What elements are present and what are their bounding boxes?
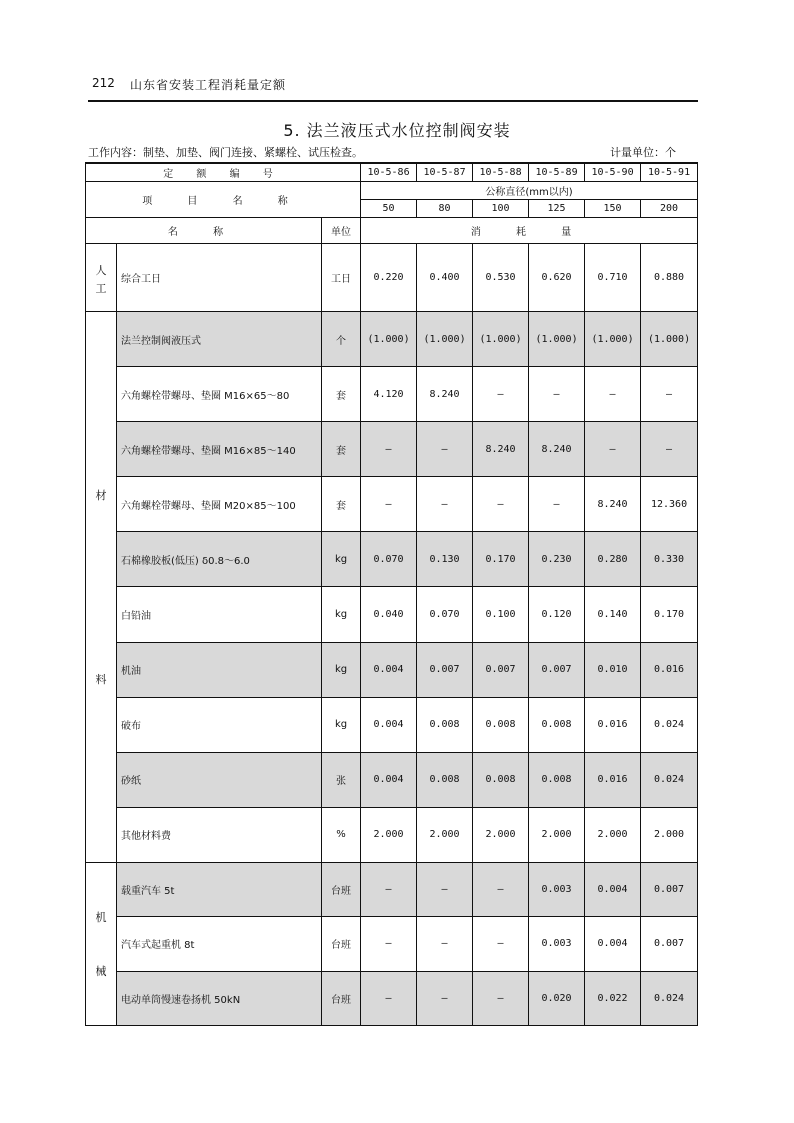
value-cell: — xyxy=(417,422,473,477)
machine-row xyxy=(86,971,698,1025)
value-cell: — xyxy=(585,367,641,422)
value-cell: 0.008 xyxy=(417,697,473,752)
material-unit: 套 xyxy=(322,367,361,422)
value-cell: 8.240 xyxy=(585,477,641,532)
value-cell: 0.040 xyxy=(361,587,417,642)
value-cell: — xyxy=(417,477,473,532)
value-cell: 0.100 xyxy=(473,587,529,642)
item-label: 项 目 名 称 xyxy=(86,182,361,218)
value-cell: 0.004 xyxy=(361,642,417,697)
code-row xyxy=(86,163,698,182)
value-cell: 0.007 xyxy=(641,917,698,971)
diameter-label: 公称直径(mm以内) xyxy=(361,182,698,200)
machine-name: 载重汽车 5t xyxy=(117,863,322,917)
value-cell: 0.620 xyxy=(529,244,585,312)
value-cell: — xyxy=(417,971,473,1025)
diameter-cell: 125 xyxy=(529,200,585,218)
value-cell: (1.000) xyxy=(641,312,698,367)
value-cell: (1.000) xyxy=(361,312,417,367)
machine-row xyxy=(86,917,698,971)
value-cell: 0.007 xyxy=(417,642,473,697)
labor-category-char: 人 xyxy=(95,263,107,277)
value-cell: 0.008 xyxy=(473,752,529,807)
machine-unit: 台班 xyxy=(322,971,361,1025)
value-cell: — xyxy=(529,367,585,422)
work-content: 工作内容：制垫、加垫、阀门连接、紧螺栓、试压检查。 xyxy=(88,146,363,159)
value-cell: 0.070 xyxy=(361,532,417,587)
measure-unit: 计量单位：个 xyxy=(610,146,676,159)
material-name: 其他材料费 xyxy=(117,807,322,862)
running-header xyxy=(88,76,698,96)
value-cell: — xyxy=(473,367,529,422)
value-cell: 0.004 xyxy=(585,863,641,917)
value-cell: 2.000 xyxy=(529,807,585,862)
value-cell: 2.000 xyxy=(417,807,473,862)
value-cell: — xyxy=(473,477,529,532)
value-cell: 0.007 xyxy=(641,863,698,917)
material-name: 破布 xyxy=(117,697,322,752)
value-cell: 0.400 xyxy=(417,244,473,312)
value-cell: (1.000) xyxy=(417,312,473,367)
value-cell: 0.710 xyxy=(585,244,641,312)
unit-column-header: 单位 xyxy=(322,218,361,244)
value-cell: 0.024 xyxy=(641,697,698,752)
material-row xyxy=(86,642,698,697)
material-row xyxy=(86,367,698,422)
column-header-row xyxy=(86,218,698,244)
value-cell: 0.003 xyxy=(529,863,585,917)
value-cell: 8.240 xyxy=(529,422,585,477)
material-unit: kg xyxy=(322,532,361,587)
value-cell: — xyxy=(361,971,417,1025)
material-unit: 张 xyxy=(322,752,361,807)
value-cell: 0.004 xyxy=(585,917,641,971)
labor-row xyxy=(86,244,698,312)
value-cell: 0.220 xyxy=(361,244,417,312)
value-cell: 2.000 xyxy=(641,807,698,862)
material-name: 六角螺栓带螺母、垫圈 M20×85～100 xyxy=(117,477,322,532)
value-cell: 0.004 xyxy=(361,697,417,752)
value-cell: — xyxy=(641,367,698,422)
material-row xyxy=(86,312,698,367)
value-cell: — xyxy=(361,422,417,477)
value-cell: 0.008 xyxy=(417,752,473,807)
material-unit: kg xyxy=(322,587,361,642)
value-cell: — xyxy=(473,863,529,917)
value-cell: 0.020 xyxy=(529,971,585,1025)
value-cell: 0.070 xyxy=(417,587,473,642)
machine-category-char: 机 xyxy=(95,911,107,924)
book-title: 山东省安装工程消耗量定额 xyxy=(130,78,287,92)
name-column-header: 名 称 xyxy=(86,218,322,244)
value-cell: — xyxy=(473,917,529,971)
value-cell: 0.530 xyxy=(473,244,529,312)
value-cell: — xyxy=(417,917,473,971)
code-cell: 10-5-91 xyxy=(641,163,698,182)
material-row xyxy=(86,477,698,532)
material-row xyxy=(86,422,698,477)
machine-unit: 台班 xyxy=(322,863,361,917)
labor-name: 综合工日 xyxy=(117,244,322,312)
value-cell: 0.880 xyxy=(641,244,698,312)
value-cell: 0.007 xyxy=(529,642,585,697)
material-name: 白铅油 xyxy=(117,587,322,642)
value-cell: — xyxy=(529,477,585,532)
material-name: 石棉橡胶板(低压) δ0.8～6.0 xyxy=(117,532,322,587)
value-cell: 8.240 xyxy=(417,367,473,422)
value-cell: 0.170 xyxy=(473,532,529,587)
material-unit: % xyxy=(322,807,361,862)
value-cell: 0.140 xyxy=(585,587,641,642)
code-cell: 10-5-87 xyxy=(417,163,473,182)
value-cell: 0.230 xyxy=(529,532,585,587)
code-cell: 10-5-89 xyxy=(529,163,585,182)
value-cell: 0.016 xyxy=(585,752,641,807)
consumption-header: 消 耗 量 xyxy=(361,218,698,244)
diameter-cell: 80 xyxy=(417,200,473,218)
value-cell: (1.000) xyxy=(585,312,641,367)
page-number: 212 xyxy=(92,76,115,90)
value-cell: 2.000 xyxy=(361,807,417,862)
value-cell: 0.024 xyxy=(641,971,698,1025)
section-title: 5. 法兰液压式水位控制阀安装 xyxy=(283,121,511,140)
value-cell: — xyxy=(585,422,641,477)
machine-category xyxy=(86,863,117,1026)
value-cell: 4.120 xyxy=(361,367,417,422)
diameter-label-row xyxy=(86,182,698,200)
value-cell: — xyxy=(361,917,417,971)
diameter-cell: 150 xyxy=(585,200,641,218)
material-category xyxy=(86,312,117,863)
labor-category-char: 工 xyxy=(95,281,107,295)
value-cell: — xyxy=(417,863,473,917)
machine-category-char: 械 xyxy=(95,965,107,978)
value-cell: 0.280 xyxy=(585,532,641,587)
value-cell: 0.008 xyxy=(473,697,529,752)
value-cell: 0.008 xyxy=(529,697,585,752)
value-cell: — xyxy=(473,971,529,1025)
value-cell: 0.010 xyxy=(585,642,641,697)
material-row xyxy=(86,532,698,587)
material-row xyxy=(86,697,698,752)
material-category-char: 料 xyxy=(95,672,107,686)
material-row xyxy=(86,587,698,642)
machine-unit: 台班 xyxy=(322,917,361,971)
material-name: 法兰控制阀液压式 xyxy=(117,312,322,367)
code-label: 定 额 编 号 xyxy=(86,163,361,182)
material-name: 砂纸 xyxy=(117,752,322,807)
value-cell: 0.003 xyxy=(529,917,585,971)
quota-table xyxy=(85,162,698,1026)
code-cell: 10-5-86 xyxy=(361,163,417,182)
labor-unit: 工日 xyxy=(322,244,361,312)
material-row xyxy=(86,807,698,862)
value-cell: — xyxy=(361,863,417,917)
value-cell: 8.240 xyxy=(473,422,529,477)
labor-category xyxy=(86,244,117,312)
value-cell: 2.000 xyxy=(473,807,529,862)
material-name: 六角螺栓带螺母、垫圈 M16×85～140 xyxy=(117,422,322,477)
value-cell: 2.000 xyxy=(585,807,641,862)
value-cell: 0.330 xyxy=(641,532,698,587)
material-unit: kg xyxy=(322,697,361,752)
material-name: 六角螺栓带螺母、垫圈 M16×65～80 xyxy=(117,367,322,422)
value-cell: 0.008 xyxy=(529,752,585,807)
material-name: 机油 xyxy=(117,642,322,697)
material-row xyxy=(86,752,698,807)
machine-name: 电动单筒慢速卷扬机 50kN xyxy=(117,971,322,1025)
code-cell: 10-5-90 xyxy=(585,163,641,182)
value-cell: 0.016 xyxy=(641,642,698,697)
code-cell: 10-5-88 xyxy=(473,163,529,182)
value-cell: 0.024 xyxy=(641,752,698,807)
value-cell: — xyxy=(641,422,698,477)
value-cell: (1.000) xyxy=(529,312,585,367)
material-unit: kg xyxy=(322,642,361,697)
value-cell: 0.004 xyxy=(361,752,417,807)
value-cell: 0.120 xyxy=(529,587,585,642)
machine-name: 汽车式起重机 8t xyxy=(117,917,322,971)
material-category-char: 材 xyxy=(95,489,107,503)
value-cell: — xyxy=(361,477,417,532)
value-cell: 12.360 xyxy=(641,477,698,532)
machine-row xyxy=(86,863,698,917)
value-cell: 0.016 xyxy=(585,697,641,752)
value-cell: 0.170 xyxy=(641,587,698,642)
value-cell: 0.130 xyxy=(417,532,473,587)
value-cell: 0.007 xyxy=(473,642,529,697)
material-unit: 套 xyxy=(322,477,361,532)
value-cell: (1.000) xyxy=(473,312,529,367)
header-rule xyxy=(88,100,698,102)
material-unit: 套 xyxy=(322,422,361,477)
diameter-cell: 200 xyxy=(641,200,698,218)
diameter-cell: 100 xyxy=(473,200,529,218)
value-cell: 0.022 xyxy=(585,971,641,1025)
material-unit: 个 xyxy=(322,312,361,367)
diameter-cell: 50 xyxy=(361,200,417,218)
